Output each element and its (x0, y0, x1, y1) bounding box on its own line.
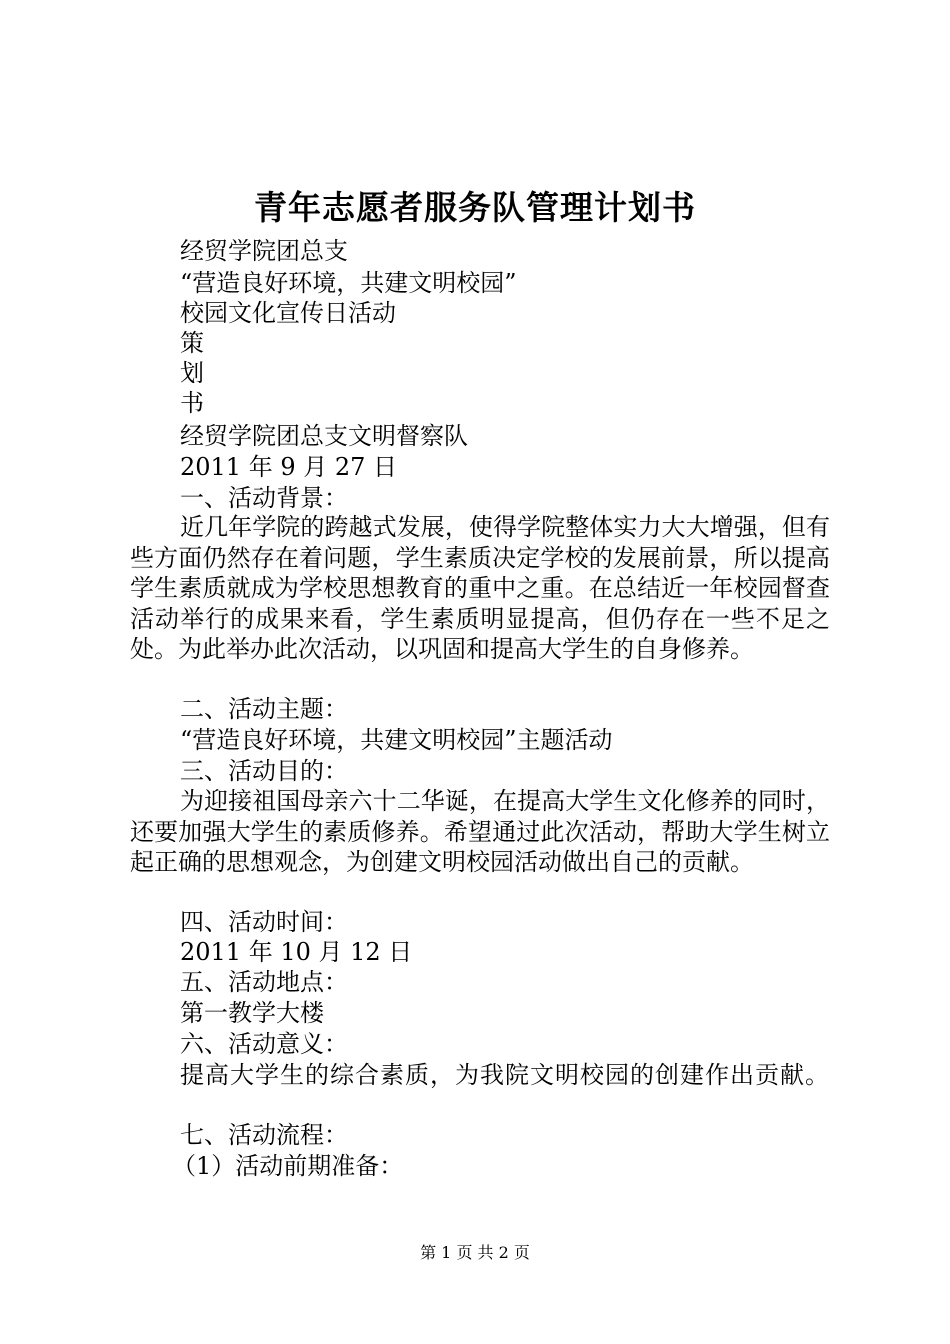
plan-char-2: 划 (180, 359, 204, 387)
event-name-line: 校园文化宣传日活动 (180, 299, 396, 327)
plan-char-1: 策 (180, 329, 204, 357)
section-body-significance: 提高大学生的综合素质，为我院文明校园的创建作出贡献。 (180, 1061, 830, 1089)
section-heading-process: 七、活动流程： (180, 1121, 348, 1149)
section-body-location: 第一教学大楼 (180, 999, 324, 1027)
page-number-footer: 第 1 页 共 2 页 (420, 1243, 530, 1262)
process-step-1: （1）活动前期准备： (172, 1152, 404, 1180)
section-heading-theme: 二、活动主题： (180, 695, 348, 723)
section-heading-significance: 六、活动意义： (180, 1030, 348, 1058)
section-heading-location: 五、活动地点： (180, 968, 348, 996)
section-body-background: 近几年学院的跨越式发展，使得学院整体实力大大增强，但有些方面仍然存在着问题，学生素质决定学校的发展前景，所以提高学生素质就成为学校思想教育的重中之重。在总结近一年校园督查活动举行的成果来看，学生素质明显提高，但仍存在一些不足之处。为此举办此次活动，以巩固和提高大学生的自身修养。 (130, 513, 830, 663)
section-body-theme: “营造良好环境，共建文明校园”主题活动 (180, 726, 613, 754)
section-body-purpose: 为迎接祖国母亲六十二华诞，在提高大学生文化修养的同时，还要加强大学生的素质修养。希望通过此次活动，帮助大学生树立起正确的思想观念，为创建文明校园活动做出自己的贡献。 (130, 787, 830, 876)
slogan-line: “营造良好环境，共建文明校园” (180, 269, 517, 297)
section-heading-purpose: 三、活动目的： (180, 757, 348, 785)
author-line: 经贸学院团总支文明督察队 (180, 422, 468, 450)
section-heading-background: 一、活动背景： (180, 484, 348, 512)
plan-char-3: 书 (180, 389, 204, 417)
section-body-time: 2011 年 10 月 12 日 (180, 938, 413, 966)
date-line: 2011 年 9 月 27 日 (180, 453, 398, 481)
section-heading-time: 四、活动时间： (180, 908, 348, 936)
org-name-line: 经贸学院团总支 (180, 237, 348, 265)
document-title: 青年志愿者服务队管理计划书 (254, 188, 696, 227)
